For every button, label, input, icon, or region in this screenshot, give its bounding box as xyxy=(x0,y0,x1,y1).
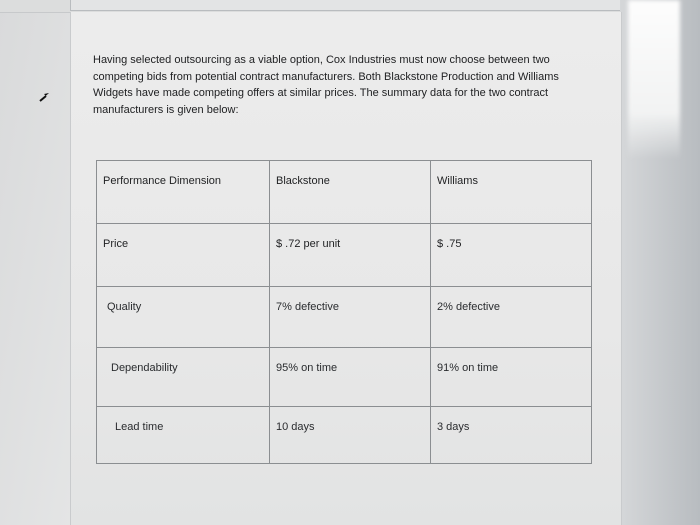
williams-dependability: 91% on time xyxy=(431,348,592,407)
blackstone-lead-time: 10 days xyxy=(270,407,431,464)
mouse-pointer-icon xyxy=(38,90,52,104)
row-label-dependability: Dependability xyxy=(97,348,270,407)
row-label-quality: Quality xyxy=(97,287,270,348)
williams-lead-time: 3 days xyxy=(431,407,592,464)
row-label-lead-time: Lead time xyxy=(97,407,270,464)
table-row-lead-time xyxy=(97,407,592,464)
question-text-line: Having selected outsourcing as a viable option, Cox Industries must now choose between two xyxy=(93,54,550,66)
comparison-table xyxy=(96,160,592,464)
williams-quality: 2% defective xyxy=(431,287,592,348)
header-performance-dimension: Performance Dimension xyxy=(97,161,270,224)
question-header-box xyxy=(70,0,644,11)
blackstone-price: $ .72 per unit xyxy=(270,224,431,287)
header-blackstone: Blackstone xyxy=(270,161,431,224)
table-row-quality xyxy=(97,287,592,348)
blackstone-quality: 7% defective xyxy=(270,287,431,348)
question-text-line: competing bids from potential contract manufacturers. Both Blackstone Production and Williams xyxy=(93,70,559,83)
table-row-dependability xyxy=(97,348,592,407)
question-text xyxy=(93,52,623,118)
question-text-line: manufacturers is given below: xyxy=(93,103,239,116)
table-row-price xyxy=(97,224,592,287)
table-header-row xyxy=(97,161,592,224)
row-label-price: Price xyxy=(97,224,270,287)
screen-glare xyxy=(628,0,680,160)
question-text-line: Widgets have made competing offers at similar prices. The summary data for the two contract xyxy=(93,87,549,99)
blackstone-dependability: 95% on time xyxy=(270,348,431,407)
header-williams: Williams xyxy=(431,161,592,224)
williams-price: $ .75 xyxy=(431,224,592,287)
